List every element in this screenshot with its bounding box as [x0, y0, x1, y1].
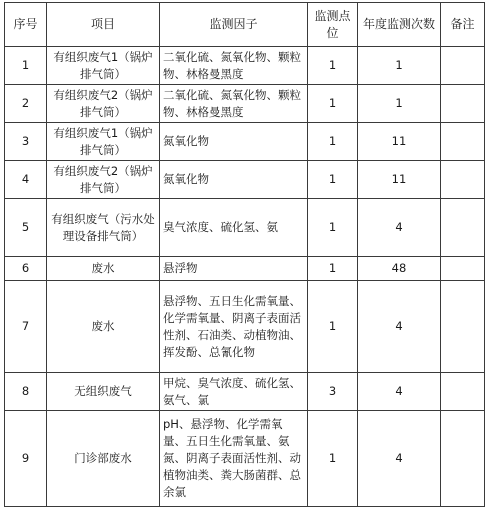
- row-remark: [441, 257, 485, 281]
- table-row: [5, 123, 485, 161]
- row-seq: 7: [5, 281, 47, 373]
- header-item: 项目: [47, 3, 160, 47]
- header-row: [5, 3, 485, 47]
- row-points: 1: [308, 85, 358, 123]
- row-factor: 悬浮物、五日生化需氧量、化学需氧量、阴离子表面活性剂、石油类、动植物油、挥发酚、总氰化物: [160, 281, 308, 373]
- table-row: [5, 199, 485, 257]
- row-seq: 1: [5, 47, 47, 85]
- row-seq: 9: [5, 411, 47, 507]
- row-times: 4: [358, 373, 441, 411]
- row-seq: 3: [5, 123, 47, 161]
- row-remark: [441, 281, 485, 373]
- row-seq: 6: [5, 257, 47, 281]
- row-factor: 二氧化硫、氮氧化物、颗粒物、林格曼黑度: [160, 85, 308, 123]
- row-remark: [441, 47, 485, 85]
- header-points: 监测点位: [308, 3, 358, 47]
- row-item: 门诊部废水: [47, 411, 160, 507]
- row-remark: [441, 123, 485, 161]
- row-remark: [441, 161, 485, 199]
- table-row: [5, 85, 485, 123]
- row-points: 1: [308, 123, 358, 161]
- row-seq: 4: [5, 161, 47, 199]
- row-points: 1: [308, 47, 358, 85]
- table-row: [5, 161, 485, 199]
- row-seq: 8: [5, 373, 47, 411]
- table-row: [5, 373, 485, 411]
- table-row: [5, 257, 485, 281]
- row-points: 1: [308, 257, 358, 281]
- row-times: 11: [358, 123, 441, 161]
- row-item: 废水: [47, 257, 160, 281]
- row-factor: 二氧化硫、氮氧化物、颗粒物、林格曼黑度: [160, 47, 308, 85]
- row-remark: [441, 411, 485, 507]
- row-points: 1: [308, 281, 358, 373]
- row-factor: 氮氧化物: [160, 123, 308, 161]
- row-remark: [441, 85, 485, 123]
- row-item: 有组织废气2（锅炉排气筒）: [47, 85, 160, 123]
- row-times: 11: [358, 161, 441, 199]
- row-factor: pH、悬浮物、化学需氧量、五日生化需氧量、氨氮、阴离子表面活性剂、动植物油类、粪大肠菌群、总余氯: [160, 411, 308, 507]
- monitoring-plan-table: [4, 2, 485, 507]
- row-factor: 氮氧化物: [160, 161, 308, 199]
- row-points: 1: [308, 411, 358, 507]
- row-times: 1: [358, 85, 441, 123]
- row-item: 有组织废气（污水处理设备排气筒）: [47, 199, 160, 257]
- row-remark: [441, 373, 485, 411]
- row-seq: 5: [5, 199, 47, 257]
- row-times: 4: [358, 199, 441, 257]
- header-remark: 备注: [441, 3, 485, 47]
- table-row: [5, 281, 485, 373]
- header-factor: 监测因子: [160, 3, 308, 47]
- row-points: 1: [308, 161, 358, 199]
- header-times: 年度监测次数: [358, 3, 441, 47]
- row-item: 无组织废气: [47, 373, 160, 411]
- row-item: 有组织废气1（锅炉排气筒）: [47, 47, 160, 85]
- table-row: [5, 47, 485, 85]
- row-times: 1: [358, 47, 441, 85]
- row-factor: 悬浮物: [160, 257, 308, 281]
- row-seq: 2: [5, 85, 47, 123]
- row-times: 4: [358, 281, 441, 373]
- row-factor: 臭气浓度、硫化氢、氨: [160, 199, 308, 257]
- header-seq: 序号: [5, 3, 47, 47]
- row-factor: 甲烷、臭气浓度、硫化氢、氨气、氯: [160, 373, 308, 411]
- row-item: 有组织废气1（锅炉排气筒）: [47, 123, 160, 161]
- row-times: 4: [358, 411, 441, 507]
- row-points: 1: [308, 199, 358, 257]
- row-points: 3: [308, 373, 358, 411]
- table-row: [5, 411, 485, 507]
- row-item: 废水: [47, 281, 160, 373]
- row-remark: [441, 199, 485, 257]
- row-item: 有组织废气2（锅炉排气筒）: [47, 161, 160, 199]
- row-times: 48: [358, 257, 441, 281]
